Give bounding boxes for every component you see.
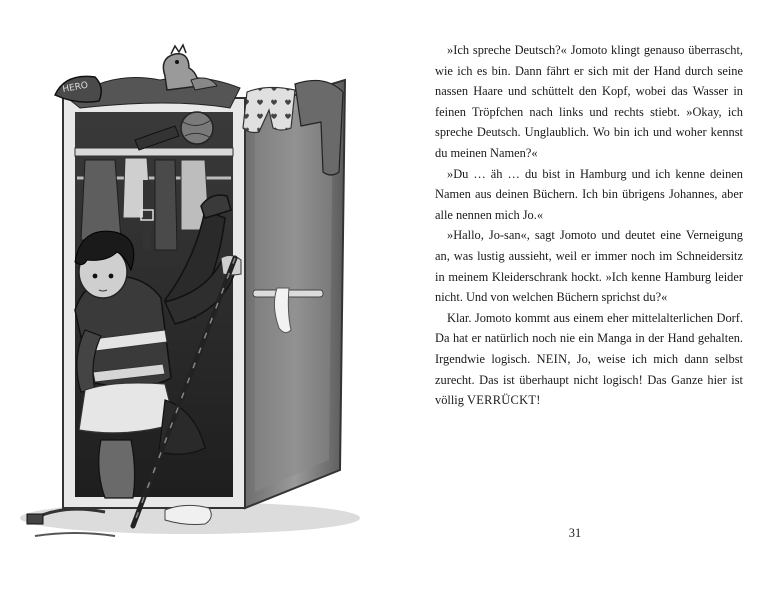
sock-floor	[165, 505, 211, 524]
shout-nein: NEIN	[536, 351, 568, 366]
paragraph-1: »Ich spreche Deutsch?« Jomoto klingt genauso überrascht, wie ich es bin. Dann fährt er sich mit der Hand durch seine nassen Haare und schüttelt den Kopf, wobei das Wasser in feinen Tröpfchen nach links und rechts stiebt. »Okay, ich spreche Deutsch. Unglaublich. Wo bin ich und woher kennst du meinen Namen?«	[435, 43, 743, 160]
cap-text: HERO	[61, 80, 89, 95]
body-text	[435, 40, 743, 411]
paragraph-4-middle: , Jo, weise ich mich dann selbst zurecht. Das ist überhaupt nicht logisch! Das Ganze hier ist völlig	[435, 351, 743, 408]
ball	[181, 112, 213, 144]
wardrobe-illustration	[15, 40, 365, 550]
paragraph-4-start: Klar. Jomoto kommt aus einem eher mittelalterlichen Dorf. Da hat er natürlich noch nie ein Manga in der Hand gehalten. Irgendwie logisch.	[435, 310, 743, 366]
boot-left	[99, 440, 135, 498]
paragraph-4-end: !	[536, 393, 541, 408]
left-page	[0, 0, 390, 600]
paragraph-2: »Du … äh … du bist in Hamburg und ich kenne deinen Namen aus deinen Büchern. Ich bin übrigens Johannes, aber alle nennen mich Jo.«	[435, 166, 743, 222]
paragraph-3: »Hallo, Jo-san«, sagt Jomoto und deutet eine Verneigung an, was lustig aussieht, weil er immer noch im Schneidersitz in meinem Kleiderschrank hockt. »Ich kenne Hamburg leider nicht. Und von welchen Büchern sprichst du?«	[435, 228, 743, 305]
toy-dinosaur	[163, 45, 217, 90]
shout-verrueckt: VERRÜCKT	[467, 393, 537, 408]
page-number: 31	[568, 526, 582, 540]
paragraph-4	[435, 308, 743, 411]
